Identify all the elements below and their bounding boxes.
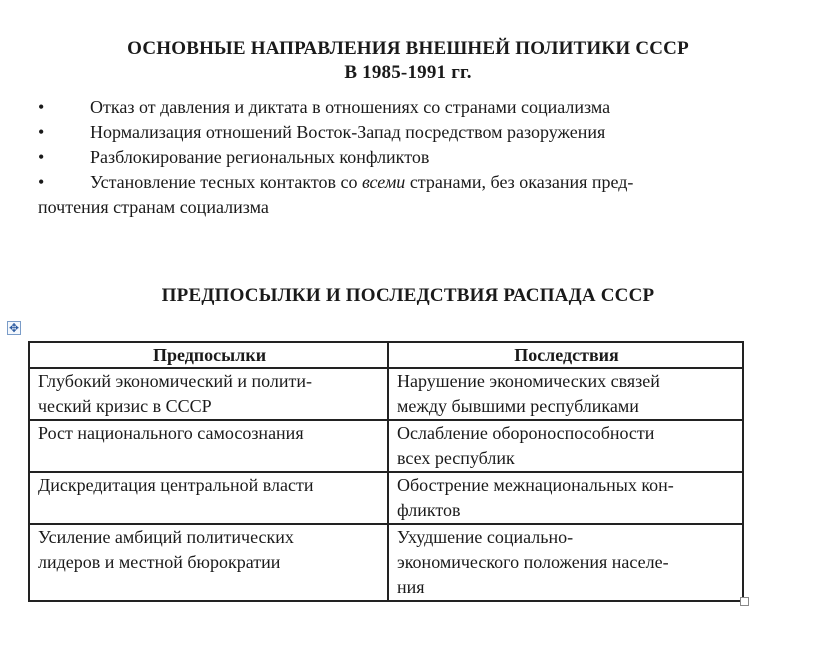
page-title: ОСНОВНЫЕ НАПРАВЛЕНИЯ ВНЕШНЕЙ ПОЛИТИКИ СССР xyxy=(127,38,689,59)
table-move-handle-icon[interactable]: ✥ xyxy=(8,321,20,335)
causes-effects-table xyxy=(28,341,744,602)
cell-line: лидеров и местной бюрократии xyxy=(38,552,281,572)
table-header-row xyxy=(29,342,743,368)
bullet-icon: • xyxy=(38,122,45,142)
cell-line: между бывшими республиками xyxy=(397,396,639,416)
cell-line: ческий кризис в СССР xyxy=(38,396,212,416)
cell-line: Обострение межнациональных кон- xyxy=(397,475,674,495)
effect-cell xyxy=(388,524,743,601)
table-row xyxy=(29,472,743,524)
cause-cell xyxy=(29,368,388,420)
bullet-icon: • xyxy=(38,172,45,192)
table-row xyxy=(29,420,743,472)
cause-cell xyxy=(29,420,388,472)
list-item xyxy=(38,120,750,145)
list-item xyxy=(38,95,750,120)
cell-line: Ухудшение социально- xyxy=(397,527,574,547)
table-row xyxy=(29,524,743,601)
cell-line: ния xyxy=(397,577,425,597)
cell-line: всех республик xyxy=(397,448,515,468)
column-header-causes: Предпосылки xyxy=(29,342,388,368)
list-item xyxy=(38,145,750,170)
list-item-text: Отказ от давления и диктата в отношениях со странами социализма xyxy=(90,97,611,117)
list-item xyxy=(38,170,750,195)
cell-line: экономического положения населе- xyxy=(397,552,669,572)
cause-cell xyxy=(29,472,388,524)
list-item-text: Разблокирование региональных конфликтов xyxy=(90,147,430,167)
effect-cell xyxy=(388,420,743,472)
list-item-text-part: Установление тесных контактов со xyxy=(90,172,362,192)
foreign-policy-list xyxy=(38,95,750,220)
cell-line: фликтов xyxy=(397,500,461,520)
cell-line: Нарушение экономических связей xyxy=(397,371,660,391)
page-subtitle-years: В 1985-1991 гг. xyxy=(344,62,472,83)
bullet-icon: • xyxy=(38,147,45,167)
table-row xyxy=(29,368,743,420)
cell-line: Глубокий экономический и полити- xyxy=(38,371,312,391)
column-header-effects: Последствия xyxy=(388,342,743,368)
list-item-text-part: странами, без оказания пред- xyxy=(405,172,634,192)
effect-cell xyxy=(388,368,743,420)
cell-line: Усиление амбиций политических xyxy=(38,527,294,547)
list-item-text xyxy=(90,170,750,195)
bullet-icon: • xyxy=(38,97,45,117)
cell-line: Ослабление обороноспособности xyxy=(397,423,655,443)
table-title: ПРЕДПОСЫЛКИ И ПОСЛЕДСТВИЯ РАСПАДА СССР xyxy=(161,285,655,306)
list-item-continuation: почтения странам социализма xyxy=(38,197,269,217)
list-item-text-italic: всеми xyxy=(361,172,406,192)
table-resize-handle[interactable] xyxy=(740,597,749,606)
list-item-text: Нормализация отношений Восток-Запад посредством разоружения xyxy=(90,122,606,142)
effect-cell xyxy=(388,472,743,524)
cause-cell xyxy=(29,524,388,601)
cell-line: Дискредитация центральной власти xyxy=(38,475,314,495)
cell-line: Рост национального самосознания xyxy=(38,423,304,443)
